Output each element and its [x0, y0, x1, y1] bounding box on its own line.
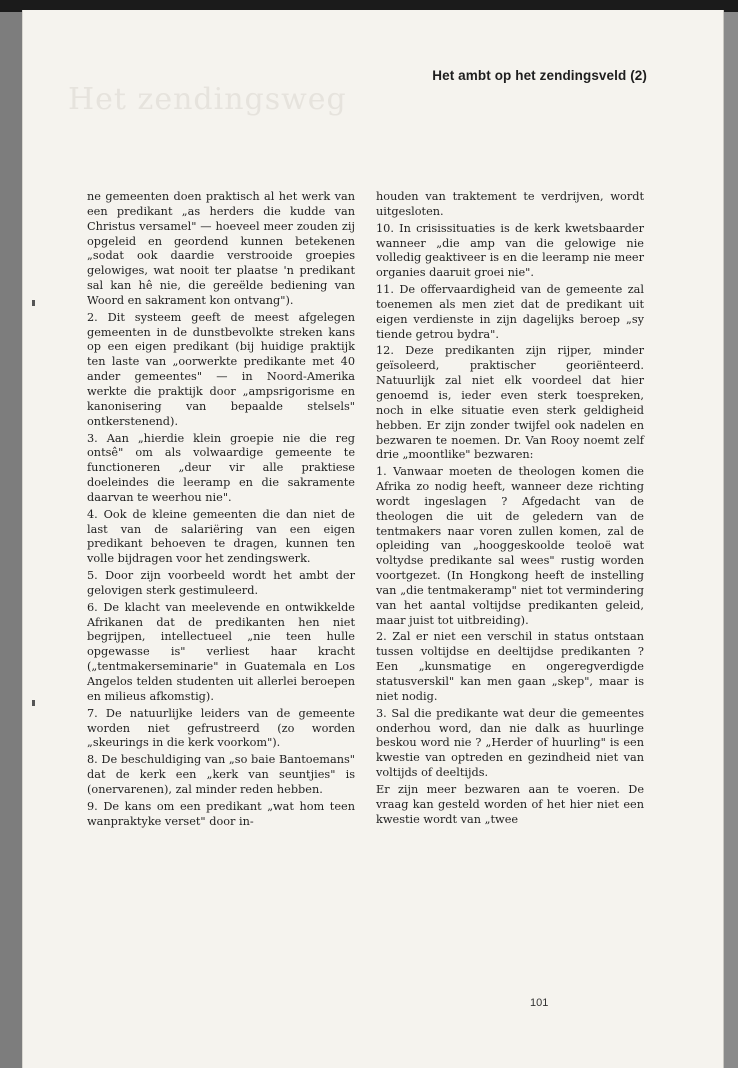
- running-header: Het ambt op het zendingsveld (2): [432, 68, 647, 83]
- paragraph: Er zijn meer bezwaren aan te voeren. De vraag kan gesteld worden of het hier niet een kwestie wordt van „twee: [376, 782, 644, 826]
- paragraph: 6. De klacht van meelevende en ontwikkelde Afrikanen dat de predikanten hen niet begrijpen, intellectueel „nie teen hulle opgewasse is" verliest haar kracht („tentmakerseminarie" in Guatemala en Los Angelos telden studenten uit allerlei beroepen en milieus afkomstig).: [87, 600, 355, 703]
- paragraph: 12. Deze predikanten zijn rijper, minder geïsoleerd, praktischer georiënteerd. Natuurlijk zal niet elk voordeel dat hier genoemd is, ieder even sterk toespreken, noch in elke situatie even sterk geldigheid hebben. Er zijn zonder twijfel ook nadelen en bezwaren te noemen. Dr. Van Rooy noemt zelf drie „moontlike" bezwaren:: [376, 344, 644, 462]
- bleed-through-heading: Het zendingsweg: [68, 82, 347, 117]
- left-text-column: [87, 190, 355, 831]
- margin-mark: [32, 700, 35, 706]
- right-text-column: [376, 190, 644, 829]
- paragraph: houden van traktement te verdrijven, wordt uitgesloten.: [376, 190, 644, 218]
- page-number: 101: [530, 997, 549, 1009]
- paragraph: 8. De beschuldiging van „so baie Bantoemans" dat de kerk een „kerk van seuntjies" is (onervarenen), zal minder reden hebben.: [87, 753, 355, 796]
- paragraph: 3. Sal die predikante wat deur die gemeentes onderhou word, dan nie dalk as huurlinge beskou word nie ? „Herder of huurling" is een kwestie van optreden en gezindheid niet van voltijds of deeltijds.: [376, 706, 644, 780]
- margin-mark: [32, 300, 35, 306]
- paragraph: ne gemeenten doen praktisch al het werk van een predikant „as herders die kudde van Christus versamel" — hoeveel meer zouden zij opgeleid en geordend kunnen betekenen „sodat ook daardie verstrooide groepies gelowiges, wat nooit ter plaatse 'n predikant sal kan hê nie, die gereëlde bediening van Woord en sakrament kon ontvang").: [87, 190, 355, 307]
- paragraph: 3. Aan „hierdie klein groepie nie die reg ontsê" om als volwaardige gemeente te functioneren „deur vir alle praktiese doeleindes die leeramp en die sakramente daarvan te weerhou nie".: [87, 431, 355, 504]
- paragraph: 1. Vanwaar moeten de theologen komen die Afrika zo nodig heeft, wanneer deze richting wordt ingeslagen ? Afgedacht van de theologen die uit de geledern van de tentmakers naar voren zullen komen, zal de opleiding van „hooggeskoolde teoloë wat voltydse predikante sal wees" rustig worden voortgezet. (In Hongkong heeft de instelling van „die tentmakeramp" niet tot vermindering van het aantal voltijdse predikanten geleid, maar juist tot uitbreiding).: [376, 465, 644, 627]
- paragraph: 10. In crisissituaties is de kerk kwetsbaarder wanneer „die amp van die gelowige nie volledig geaktiveer is en die leeramp nie meer organies daaruit groei nie".: [376, 221, 644, 280]
- paragraph: 9. De kans om een predikant „wat hom teen wanpraktyke verset" door in-: [87, 799, 355, 828]
- paragraph: 2. Zal er niet een verschil in status ontstaan tussen voltijdse en deeltijdse predikanten ? Een „kunsmatige en ongeregverdigde statusverskil" kan men gaan „skep", maar is niet nodig.: [376, 630, 644, 703]
- paragraph: 11. De offervaardigheid van de gemeente zal toenemen als men ziet dat de predikant uit eigen verdienste in zijn dagelijks beroep „sy tiende getrou bydra".: [376, 283, 644, 341]
- paragraph: 4. Ook de kleine gemeenten die dan niet de last van de salariëring van een eigen predikant behoeven te dragen, kunnen ten volle bijdragen voor het zendingswerk.: [87, 507, 355, 566]
- scan-right-edge: [724, 12, 738, 1068]
- paragraph: 5. Door zijn voorbeeld wordt het ambt der gelovigen sterk gestimuleerd.: [87, 569, 355, 597]
- paragraph: 2. Dit systeem geeft de meest afgelegen gemeenten in de dunstbevolkte streken kans op een eigen predikant (bij huidige praktijk ten laste van „oorwerkte predikante met 40 ander gemeentes" — in Noord-Amerika werkte die praktijk door „ampsrigorisme en kanonisering van bepaalde stelsels" ontkerstenend).: [87, 310, 355, 428]
- paragraph: 7. De natuurlijke leiders van de gemeente worden niet gefrustreerd (zo worden „skeurings in die kerk voorkom").: [87, 706, 355, 750]
